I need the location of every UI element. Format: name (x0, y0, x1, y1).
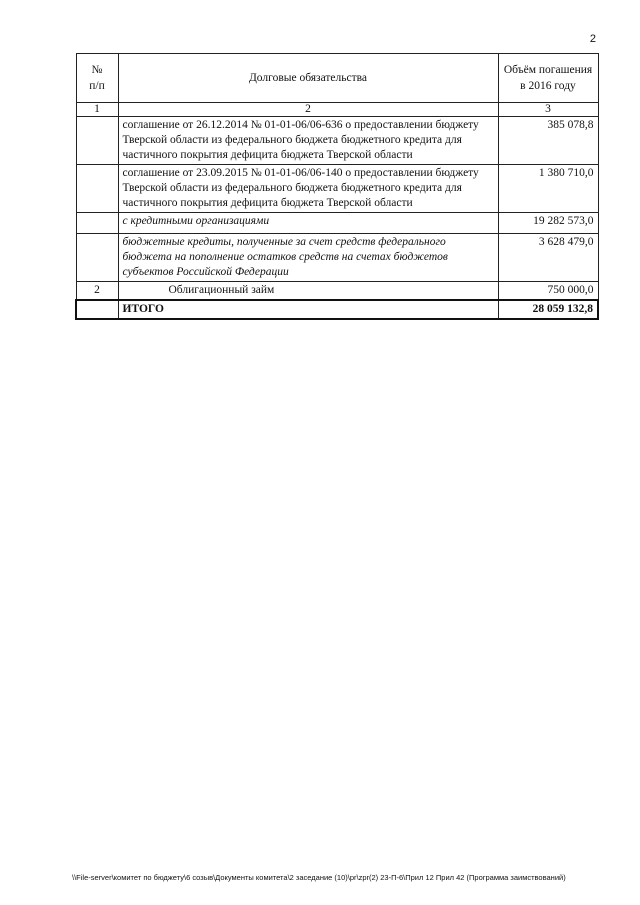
column-index-1: 1 (76, 103, 118, 117)
row-num (76, 234, 118, 282)
header-amount: Объём погашения в 2016 году (498, 54, 598, 103)
row-amount: 19 282 573,0 (498, 213, 598, 234)
footer-file-path: \\File-server\комитет по бюджету\6 созыв\Документы комитета\2 заседание (10)\pr\zpr(2) 23-П-6\Прил 12 Прил 42 (Программа заимствований) (72, 873, 566, 882)
table-row (76, 165, 598, 213)
row-amount: 3 628 479,0 (498, 234, 598, 282)
table-header-row (76, 54, 598, 103)
row-description: с кредитными организациями (118, 213, 498, 234)
row-amount: 750 000,0 (498, 282, 598, 301)
row-description: соглашение от 26.12.2014 № 01-01-06/06-636 о предоставлении бюджету Тверской области из федерального бюджета бюджетного кредита для частичного покрытия дефицита бюджета Тверской области (118, 117, 498, 165)
header-num: № п/п (76, 54, 118, 103)
table-row (76, 234, 598, 282)
total-row (76, 300, 598, 319)
row-num: 2 (76, 282, 118, 301)
table-row (76, 117, 598, 165)
column-index-2: 2 (118, 103, 498, 117)
header-obligations: Долговые обязательства (118, 54, 498, 103)
total-label: ИТОГО (118, 300, 498, 319)
row-num (76, 165, 118, 213)
total-amount: 28 059 132,8 (498, 300, 598, 319)
row-num (76, 117, 118, 165)
page-number: 2 (589, 33, 596, 45)
row-description: соглашение от 23.09.2015 № 01-01-06/06-140 о предоставлении бюджету Тверской области из федерального бюджета бюджетного кредита для частичного покрытия дефицита бюджета Тверской области (118, 165, 498, 213)
table-row (76, 282, 598, 301)
debt-repayment-table (75, 53, 599, 320)
row-description: бюджетные кредиты, полученные за счет средств федерального бюджета на пополнение остатков средств на счетах бюджетов субъектов Российской Федерации (118, 234, 498, 282)
row-amount: 1 380 710,0 (498, 165, 598, 213)
table-row (76, 213, 598, 234)
row-num (76, 213, 118, 234)
column-index-row (76, 103, 598, 117)
row-amount: 385 078,8 (498, 117, 598, 165)
row-description: Облигационный займ (118, 282, 498, 301)
column-index-3: 3 (498, 103, 598, 117)
total-num (76, 300, 118, 319)
